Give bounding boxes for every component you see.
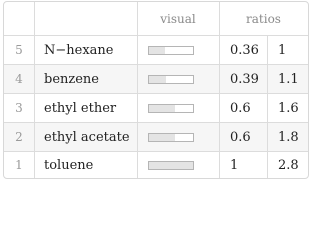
ratio-bar-cell bbox=[137, 152, 219, 178]
ratio-bar-cell bbox=[137, 94, 219, 122]
compound-name: benzene bbox=[44, 71, 99, 87]
ratio-bar-cell bbox=[137, 123, 219, 151]
table-row bbox=[4, 93, 308, 122]
ratio-value-1: 0.6 bbox=[230, 100, 251, 116]
table-row bbox=[4, 35, 308, 64]
ratio-bar bbox=[148, 46, 194, 55]
data-table bbox=[3, 1, 309, 179]
column-divider bbox=[34, 2, 35, 178]
ratio-value-1: 0.36 bbox=[230, 42, 259, 58]
table-row bbox=[4, 122, 308, 151]
table-row bbox=[4, 151, 308, 178]
row-index: 3 bbox=[15, 101, 23, 115]
ratio-bar-fill bbox=[149, 47, 165, 54]
row-index: 1 bbox=[15, 158, 23, 172]
compound-name: ethyl acetate bbox=[44, 129, 130, 145]
column-divider bbox=[137, 2, 138, 178]
ratio-value-1: 0.39 bbox=[230, 71, 259, 87]
compound-name: N−hexane bbox=[44, 42, 114, 58]
ratio-value-2: 1 bbox=[278, 42, 287, 58]
ratio-value-2: 2.8 bbox=[278, 157, 299, 173]
ratio-bar-fill bbox=[149, 76, 166, 83]
ratio-value-1: 0.6 bbox=[230, 129, 251, 145]
column-divider bbox=[267, 35, 268, 178]
column-divider bbox=[219, 2, 220, 178]
ratio-value-1: 1 bbox=[230, 157, 239, 173]
table-row bbox=[4, 64, 308, 93]
visual-header: visual bbox=[160, 11, 196, 26]
row-index: 5 bbox=[15, 43, 23, 57]
ratio-value-2: 1.1 bbox=[278, 71, 299, 87]
ratio-bar-cell bbox=[137, 65, 219, 93]
ratio-value-2: 1.6 bbox=[278, 100, 299, 116]
ratio-bar bbox=[148, 104, 194, 113]
ratios-header: ratios bbox=[246, 11, 281, 26]
ratio-bar-fill bbox=[149, 162, 193, 169]
ratio-bar bbox=[148, 75, 194, 84]
ratio-bar-fill bbox=[149, 105, 175, 112]
ratio-bar-cell bbox=[137, 36, 219, 64]
row-index: 4 bbox=[15, 72, 23, 86]
compound-name: toluene bbox=[44, 157, 94, 173]
row-index: 2 bbox=[15, 130, 23, 144]
ratio-bar bbox=[148, 161, 194, 170]
ratio-bar-fill bbox=[149, 134, 175, 141]
ratio-bar bbox=[148, 133, 194, 142]
ratio-value-2: 1.8 bbox=[278, 129, 299, 145]
header-row bbox=[4, 2, 308, 35]
compound-name: ethyl ether bbox=[44, 100, 117, 116]
